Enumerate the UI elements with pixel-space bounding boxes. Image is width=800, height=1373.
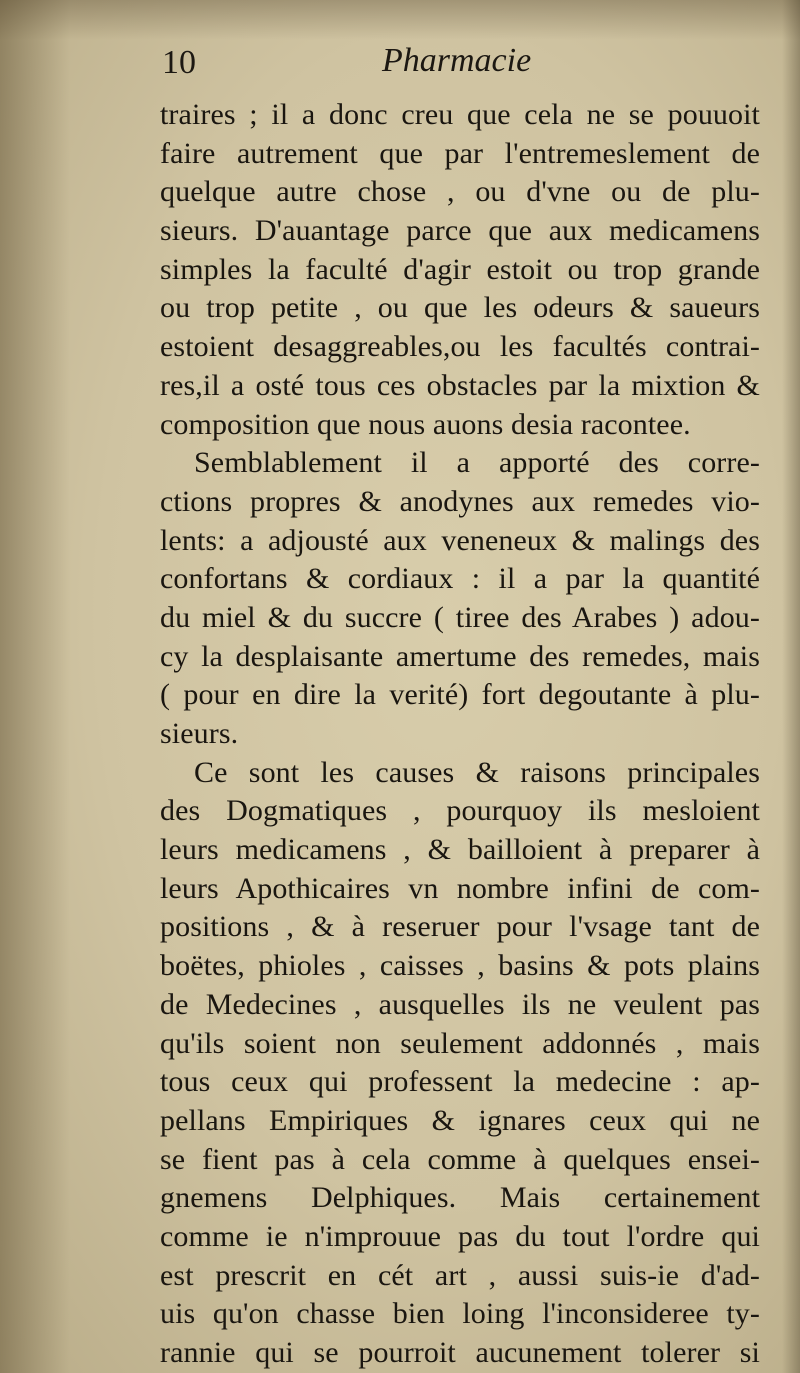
- text-line: ctions propres & anodynes aux remedes vio-: [160, 484, 760, 518]
- top-shadow: [0, 0, 800, 40]
- text-line: confortans & cordiaux : il a par la quantité: [160, 562, 760, 596]
- text-line: faire autrement que par l'entremeslement de: [160, 136, 760, 170]
- text-line: quelque autre chose , ou d'vne ou de plu-: [160, 175, 760, 209]
- text-line: des Dogmatiques , pourquoy ils mesloient: [160, 794, 760, 828]
- text-line: sieurs. D'auantage parce que aux medicamens: [160, 214, 760, 248]
- text-line: du miel & du succre ( tiree des Arabes ) adou-: [160, 600, 760, 634]
- text-line: de Medecines , ausquelles ils ne veulent pas: [160, 987, 760, 1021]
- text-line: composition que nous auons desia racontee.: [160, 407, 691, 441]
- text-line: est prescrit en cét art , aussi suis-ie d'ad-: [160, 1258, 760, 1292]
- text-line: leurs medicamens , & bailloient à preparer à: [160, 833, 760, 867]
- text-line: positions , & à reseruer pour l'vsage tant de: [160, 910, 760, 944]
- body-text: [160, 96, 760, 1373]
- text-line: ( pour en dire la verité) fort degoutante à plu-: [160, 678, 760, 712]
- text-line: rannie qui se pourroit aucunement tolerer si: [160, 1336, 760, 1369]
- text-line: ou trop petite , ou que les odeurs & saueurs: [160, 291, 760, 325]
- page-number: 10: [162, 44, 196, 81]
- text-line: se fient pas à cela comme à quelques ensei-: [160, 1142, 760, 1176]
- text-line: Semblablement il a apporté des corre-: [194, 446, 760, 480]
- text-line: gnemens Delphiques. Mais certainement: [160, 1181, 760, 1215]
- text-line: simples la faculté d'agir estoit ou trop grande: [160, 252, 760, 286]
- text-line: boëtes, phioles , caisses , basins & pots plains: [160, 949, 760, 983]
- text-line: leurs Apothicaires vn nombre infini de com-: [160, 871, 760, 905]
- text-line: traires ; il a donc creu que cela ne se pouuoit: [160, 98, 760, 131]
- text-line: lents: a adjousté aux veneneux & malings des: [160, 523, 760, 557]
- text-line: qu'ils soient non seulement addonnés , mais: [160, 1026, 760, 1060]
- page-edge: [782, 0, 800, 1373]
- text-line: tous ceux qui professent la medecine : ap-: [160, 1065, 760, 1099]
- running-title: Pharmacie: [382, 42, 532, 79]
- text-line: pellans Empiriques & ignares ceux qui ne: [160, 1103, 760, 1137]
- text-line: uis qu'on chasse bien loing l'inconsideree ty-: [160, 1297, 760, 1331]
- text-line: cy la desplaisante amertume des remedes, mais: [160, 639, 760, 673]
- text-line: Ce sont les causes & raisons principales: [194, 755, 760, 789]
- text-line: res,il a osté tous ces obstacles par la mixtion &: [160, 368, 760, 402]
- page-header: [162, 40, 772, 88]
- text-line: comme ie n'improuue pas du tout l'ordre qui: [160, 1219, 760, 1253]
- gutter-shadow: [0, 0, 70, 1373]
- text-line: estoient desaggreables,ou les facultés contrai-: [160, 330, 760, 364]
- text-line: sieurs.: [160, 717, 239, 750]
